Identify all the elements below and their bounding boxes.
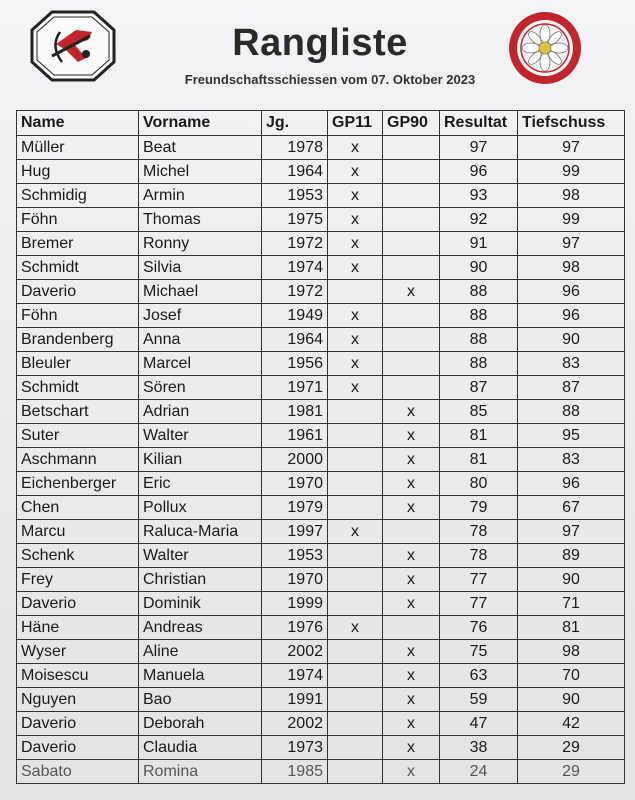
cell-resultat: 87 xyxy=(440,376,518,400)
table-row xyxy=(17,616,625,640)
table-header-row xyxy=(17,111,625,136)
table-row xyxy=(17,568,625,592)
cell-vorname: Eric xyxy=(139,472,262,496)
cell-gp11: x xyxy=(328,376,383,400)
cell-resultat: 75 xyxy=(440,640,518,664)
cell-vorname: Romina xyxy=(139,760,262,784)
cell-vorname: Claudia xyxy=(139,736,262,760)
table-row xyxy=(17,688,625,712)
cell-jg: 2000 xyxy=(262,448,328,472)
cell-gp90: x xyxy=(383,400,440,424)
cell-name: Suter xyxy=(17,424,139,448)
page-title: Rangliste xyxy=(232,22,408,64)
cell-gp11 xyxy=(328,712,383,736)
cell-jg: 1956 xyxy=(262,352,328,376)
column-header-jg: Jg. xyxy=(262,111,328,136)
cell-jg: 1985 xyxy=(262,760,328,784)
table-row xyxy=(17,328,625,352)
cell-vorname: Marcel xyxy=(139,352,262,376)
cell-tiefschuss: 83 xyxy=(518,352,625,376)
cell-gp90: x xyxy=(383,688,440,712)
column-header-resultat: Resultat xyxy=(440,111,518,136)
cell-gp90: x xyxy=(383,712,440,736)
cell-gp90: x xyxy=(383,472,440,496)
cell-name: Bremer xyxy=(17,232,139,256)
cell-name: Brandenberg xyxy=(17,328,139,352)
cell-gp90 xyxy=(383,304,440,328)
table-row xyxy=(17,208,625,232)
cell-resultat: 81 xyxy=(440,448,518,472)
cell-name: Betschart xyxy=(17,400,139,424)
cell-gp90: x xyxy=(383,448,440,472)
cell-jg: 1972 xyxy=(262,280,328,304)
cell-vorname: Ronny xyxy=(139,232,262,256)
cell-jg: 2002 xyxy=(262,712,328,736)
table-row xyxy=(17,304,625,328)
cell-gp90 xyxy=(383,136,440,160)
cell-jg: 1953 xyxy=(262,544,328,568)
cell-tiefschuss: 81 xyxy=(518,616,625,640)
table-row xyxy=(17,592,625,616)
table-row xyxy=(17,400,625,424)
cell-gp11: x xyxy=(328,256,383,280)
cell-tiefschuss: 67 xyxy=(518,496,625,520)
cell-gp90 xyxy=(383,352,440,376)
page-subtitle: Freundschaftsschiessen vom 07. Oktober 2023 xyxy=(184,72,476,87)
table-row xyxy=(17,664,625,688)
cell-gp11: x xyxy=(328,616,383,640)
cell-gp11 xyxy=(328,568,383,592)
cell-gp90: x xyxy=(383,568,440,592)
cell-gp11: x xyxy=(328,328,383,352)
cell-jg: 1974 xyxy=(262,664,328,688)
cell-gp90 xyxy=(383,208,440,232)
cell-tiefschuss: 90 xyxy=(518,688,625,712)
cell-gp11 xyxy=(328,688,383,712)
cell-resultat: 47 xyxy=(440,712,518,736)
cell-jg: 1975 xyxy=(262,208,328,232)
cell-gp90: x xyxy=(383,760,440,784)
cell-name: Moisescu xyxy=(17,664,139,688)
cell-jg: 1971 xyxy=(262,376,328,400)
table-row xyxy=(17,352,625,376)
cell-vorname: Josef xyxy=(139,304,262,328)
table-row xyxy=(17,472,625,496)
cell-resultat: 90 xyxy=(440,256,518,280)
cell-name: Müller xyxy=(17,136,139,160)
cell-jg: 1979 xyxy=(262,496,328,520)
cell-name: Daverio xyxy=(17,280,139,304)
cell-name: Bleuler xyxy=(17,352,139,376)
cell-jg: 1953 xyxy=(262,184,328,208)
cell-gp90 xyxy=(383,184,440,208)
table-row xyxy=(17,160,625,184)
cell-vorname: Beat xyxy=(139,136,262,160)
cell-gp11: x xyxy=(328,208,383,232)
table-row xyxy=(17,256,625,280)
cell-gp11 xyxy=(328,496,383,520)
cell-gp90: x xyxy=(383,496,440,520)
table-row xyxy=(17,736,625,760)
cell-gp11 xyxy=(328,760,383,784)
cell-name: Chen xyxy=(17,496,139,520)
cell-vorname: Sören xyxy=(139,376,262,400)
cell-name: Nguyen xyxy=(17,688,139,712)
cell-jg: 1964 xyxy=(262,328,328,352)
cell-name: Hug xyxy=(17,160,139,184)
cell-name: Marcu xyxy=(17,520,139,544)
cell-tiefschuss: 87 xyxy=(518,376,625,400)
cell-gp90: x xyxy=(383,640,440,664)
cell-resultat: 38 xyxy=(440,736,518,760)
cell-vorname: Silvia xyxy=(139,256,262,280)
column-header-vorname: Vorname xyxy=(139,111,262,136)
cell-resultat: 97 xyxy=(440,136,518,160)
cell-gp11 xyxy=(328,664,383,688)
cell-tiefschuss: 99 xyxy=(518,208,625,232)
cell-gp11 xyxy=(328,544,383,568)
column-header-name: Name xyxy=(17,111,139,136)
cell-resultat: 77 xyxy=(440,592,518,616)
cell-resultat: 88 xyxy=(440,352,518,376)
cell-name: Häne xyxy=(17,616,139,640)
cell-tiefschuss: 90 xyxy=(518,328,625,352)
cell-jg: 2002 xyxy=(262,640,328,664)
cell-name: Schmidt xyxy=(17,256,139,280)
cell-name: Eichenberger xyxy=(17,472,139,496)
cell-vorname: Dominik xyxy=(139,592,262,616)
cell-gp90: x xyxy=(383,592,440,616)
cell-gp90 xyxy=(383,376,440,400)
cell-tiefschuss: 71 xyxy=(518,592,625,616)
table-row xyxy=(17,712,625,736)
cell-gp11 xyxy=(328,448,383,472)
cell-jg: 1981 xyxy=(262,400,328,424)
cell-gp90: x xyxy=(383,664,440,688)
cell-vorname: Armin xyxy=(139,184,262,208)
cell-gp90: x xyxy=(383,736,440,760)
cell-tiefschuss: 96 xyxy=(518,280,625,304)
cell-name: Daverio xyxy=(17,736,139,760)
column-header-tiefschuss: Tiefschuss xyxy=(518,111,625,136)
table-row xyxy=(17,640,625,664)
cell-jg: 1976 xyxy=(262,616,328,640)
cell-name: Wyser xyxy=(17,640,139,664)
cell-jg: 1964 xyxy=(262,160,328,184)
cell-gp11: x xyxy=(328,232,383,256)
cell-vorname: Andreas xyxy=(139,616,262,640)
cell-gp11 xyxy=(328,736,383,760)
cell-gp90 xyxy=(383,256,440,280)
cell-gp11: x xyxy=(328,352,383,376)
cell-resultat: 63 xyxy=(440,664,518,688)
cell-jg: 1973 xyxy=(262,736,328,760)
cell-tiefschuss: 29 xyxy=(518,760,625,784)
cell-tiefschuss: 98 xyxy=(518,640,625,664)
ranking-table xyxy=(16,110,625,784)
cell-vorname: Thomas xyxy=(139,208,262,232)
cell-gp11: x xyxy=(328,304,383,328)
cell-resultat: 92 xyxy=(440,208,518,232)
cell-vorname: Anna xyxy=(139,328,262,352)
cell-name: Föhn xyxy=(17,208,139,232)
cell-jg: 1997 xyxy=(262,520,328,544)
cell-name: Schmidig xyxy=(17,184,139,208)
cell-tiefschuss: 90 xyxy=(518,568,625,592)
cell-resultat: 96 xyxy=(440,160,518,184)
cell-tiefschuss: 96 xyxy=(518,304,625,328)
cell-name: Frey xyxy=(17,568,139,592)
cell-gp90: x xyxy=(383,424,440,448)
cell-resultat: 24 xyxy=(440,760,518,784)
cell-resultat: 79 xyxy=(440,496,518,520)
cell-name: Sabato xyxy=(17,760,139,784)
cell-resultat: 77 xyxy=(440,568,518,592)
cell-jg: 1991 xyxy=(262,688,328,712)
cell-jg: 1961 xyxy=(262,424,328,448)
cell-resultat: 88 xyxy=(440,280,518,304)
cell-tiefschuss: 97 xyxy=(518,232,625,256)
cell-tiefschuss: 99 xyxy=(518,160,625,184)
cell-name: Schenk xyxy=(17,544,139,568)
cell-tiefschuss: 83 xyxy=(518,448,625,472)
cell-vorname: Raluca-Maria xyxy=(139,520,262,544)
cell-gp11 xyxy=(328,424,383,448)
cell-tiefschuss: 97 xyxy=(518,520,625,544)
table-row xyxy=(17,280,625,304)
cell-tiefschuss: 89 xyxy=(518,544,625,568)
cell-jg: 1970 xyxy=(262,472,328,496)
cell-resultat: 91 xyxy=(440,232,518,256)
table-row xyxy=(17,136,625,160)
cell-gp11: x xyxy=(328,136,383,160)
cell-jg: 1949 xyxy=(262,304,328,328)
cell-vorname: Walter xyxy=(139,424,262,448)
cell-tiefschuss: 96 xyxy=(518,472,625,496)
cell-vorname: Aline xyxy=(139,640,262,664)
cell-jg: 1978 xyxy=(262,136,328,160)
cell-resultat: 78 xyxy=(440,544,518,568)
table-row xyxy=(17,232,625,256)
column-header-gp11: GP11 xyxy=(328,111,383,136)
cell-vorname: Walter xyxy=(139,544,262,568)
table-row xyxy=(17,424,625,448)
cell-gp90 xyxy=(383,616,440,640)
cell-vorname: Michael xyxy=(139,280,262,304)
cell-jg: 1972 xyxy=(262,232,328,256)
cell-vorname: Deborah xyxy=(139,712,262,736)
cell-gp11: x xyxy=(328,184,383,208)
cell-name: Aschmann xyxy=(17,448,139,472)
cell-gp90 xyxy=(383,328,440,352)
table-row xyxy=(17,544,625,568)
cell-vorname: Bao xyxy=(139,688,262,712)
crossbow-emblem-icon xyxy=(30,10,116,82)
table-row xyxy=(17,376,625,400)
cell-resultat: 59 xyxy=(440,688,518,712)
cell-resultat: 88 xyxy=(440,304,518,328)
cell-resultat: 76 xyxy=(440,616,518,640)
cell-tiefschuss: 98 xyxy=(518,256,625,280)
cell-gp11 xyxy=(328,592,383,616)
cell-resultat: 88 xyxy=(440,328,518,352)
cell-name: Daverio xyxy=(17,712,139,736)
table-row xyxy=(17,760,625,784)
cell-vorname: Michel xyxy=(139,160,262,184)
cell-resultat: 78 xyxy=(440,520,518,544)
cell-vorname: Kilian xyxy=(139,448,262,472)
table-row xyxy=(17,448,625,472)
cell-vorname: Christian xyxy=(139,568,262,592)
cell-gp11 xyxy=(328,472,383,496)
cell-gp90 xyxy=(383,160,440,184)
cell-tiefschuss: 29 xyxy=(518,736,625,760)
cell-gp11 xyxy=(328,640,383,664)
cell-tiefschuss: 97 xyxy=(518,136,625,160)
cell-resultat: 80 xyxy=(440,472,518,496)
cell-vorname: Adrian xyxy=(139,400,262,424)
cell-gp90 xyxy=(383,232,440,256)
cell-gp90: x xyxy=(383,280,440,304)
cell-jg: 1970 xyxy=(262,568,328,592)
cell-gp90: x xyxy=(383,544,440,568)
table-row xyxy=(17,496,625,520)
cell-tiefschuss: 42 xyxy=(518,712,625,736)
cell-gp11: x xyxy=(328,520,383,544)
cell-name: Daverio xyxy=(17,592,139,616)
cell-tiefschuss: 95 xyxy=(518,424,625,448)
cell-resultat: 93 xyxy=(440,184,518,208)
cell-vorname: Manuela xyxy=(139,664,262,688)
cell-name: Schmidt xyxy=(17,376,139,400)
cell-tiefschuss: 70 xyxy=(518,664,625,688)
table-body xyxy=(17,136,625,784)
column-header-gp90: GP90 xyxy=(383,111,440,136)
cell-jg: 1974 xyxy=(262,256,328,280)
cell-tiefschuss: 88 xyxy=(518,400,625,424)
cell-resultat: 81 xyxy=(440,424,518,448)
cell-gp11: x xyxy=(328,160,383,184)
cell-gp11 xyxy=(328,400,383,424)
cell-vorname: Pollux xyxy=(139,496,262,520)
cell-gp11 xyxy=(328,280,383,304)
cell-name: Föhn xyxy=(17,304,139,328)
cell-resultat: 85 xyxy=(440,400,518,424)
cell-jg: 1999 xyxy=(262,592,328,616)
cell-tiefschuss: 98 xyxy=(518,184,625,208)
table-row xyxy=(17,520,625,544)
cell-gp90 xyxy=(383,520,440,544)
table-row xyxy=(17,184,625,208)
